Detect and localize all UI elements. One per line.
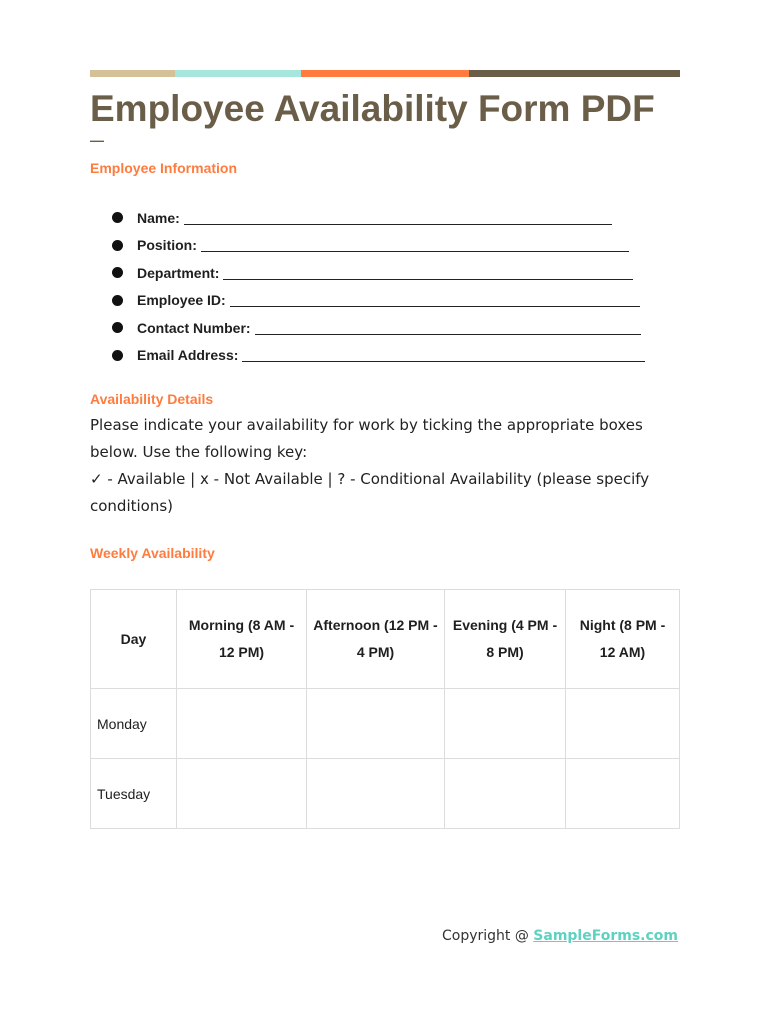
employee-id-input-line[interactable]	[230, 293, 640, 307]
field-label: Department:	[137, 264, 220, 281]
tuesday-afternoon-cell[interactable]	[307, 759, 445, 829]
table-header-row	[91, 590, 680, 689]
day-cell: Monday	[91, 689, 177, 759]
color-bar-segment-1	[90, 70, 175, 77]
field-position	[110, 232, 645, 260]
contact-number-input-line[interactable]	[255, 321, 641, 335]
availability-instructions	[90, 412, 680, 520]
field-email-address	[110, 342, 645, 370]
instructions-intro: Please indicate your availability for work by ticking the appropriate boxes below. Use the following key:	[90, 416, 643, 461]
copyright-text: Copyright @	[441, 928, 534, 944]
column-header-night: Night (8 PM - 12 AM)	[566, 590, 680, 689]
table-row	[91, 689, 680, 759]
color-bar-segment-3	[301, 70, 469, 77]
employee-information-heading: Employee Information	[90, 160, 238, 176]
page-title: Employee Availability Form PDF	[90, 88, 655, 129]
bullet-icon	[112, 350, 123, 361]
instructions-key: ✓ - Available | x - Not Available | ? - Conditional Availability (please specify conditions)	[90, 470, 650, 515]
employee-info-list	[110, 204, 645, 369]
weekly-availability-table	[90, 589, 680, 829]
field-label: Name:	[137, 209, 180, 226]
monday-night-cell[interactable]	[566, 689, 680, 759]
column-header-afternoon: Afternoon (12 PM - 4 PM)	[307, 590, 445, 689]
tuesday-evening-cell[interactable]	[445, 759, 566, 829]
tuesday-night-cell[interactable]	[566, 759, 680, 829]
weekly-availability-heading: Weekly Availability	[90, 545, 215, 561]
bullet-icon	[112, 267, 123, 278]
bullet-icon	[112, 240, 123, 251]
bullet-icon	[112, 295, 123, 306]
field-label: Contact Number:	[137, 319, 251, 336]
bullet-icon	[112, 212, 123, 223]
department-input-line[interactable]	[223, 266, 633, 280]
table-row	[91, 759, 680, 829]
day-cell: Tuesday	[91, 759, 177, 829]
field-label: Position:	[137, 237, 197, 254]
column-header-day: Day	[91, 590, 177, 689]
email-address-input-line[interactable]	[242, 348, 645, 362]
color-bar-segment-4	[469, 70, 680, 77]
title-dash: —	[90, 132, 104, 148]
footer-copyright	[442, 928, 678, 944]
name-input-line[interactable]	[184, 211, 612, 225]
color-bar-segment-2	[175, 70, 301, 77]
field-name	[110, 204, 645, 232]
field-department	[110, 259, 645, 287]
field-label: Employee ID:	[137, 292, 226, 309]
monday-afternoon-cell[interactable]	[307, 689, 445, 759]
monday-morning-cell[interactable]	[177, 689, 307, 759]
column-header-morning: Morning (8 AM - 12 PM)	[177, 590, 307, 689]
tuesday-morning-cell[interactable]	[177, 759, 307, 829]
top-color-bar	[90, 70, 680, 77]
availability-details-heading: Availability Details	[90, 391, 214, 407]
monday-evening-cell[interactable]	[445, 689, 566, 759]
field-employee-id	[110, 287, 645, 315]
bullet-icon	[112, 322, 123, 333]
field-contact-number	[110, 314, 645, 342]
brand-link[interactable]: SampleForms.com	[533, 928, 678, 944]
position-input-line[interactable]	[201, 238, 629, 252]
column-header-evening: Evening (4 PM - 8 PM)	[445, 590, 566, 689]
field-label: Email Address:	[137, 347, 239, 364]
